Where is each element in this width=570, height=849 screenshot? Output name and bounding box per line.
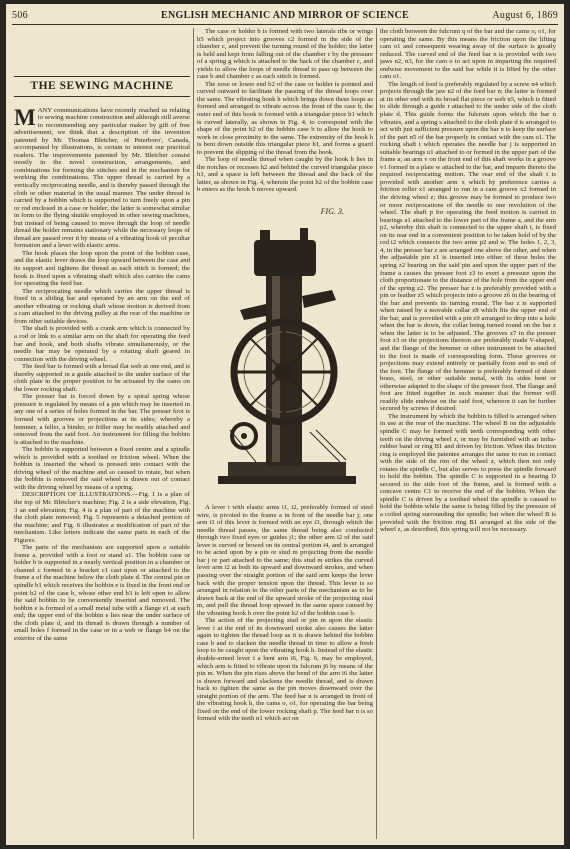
issue-date: August 6, 1869 [492,10,558,21]
article-paragraph: The loop of needle thread when caught by the hook h lies in the notches or recesses h2 and behind the curved triangular piece h1, and a space is left between the thread and the back of the latter, as shown in Fig. 4, wherein the point b2 of the bobbin case b enters as the hook h moves upward. [197,156,373,194]
article-title: THE SEWING MACHINE [14,76,190,97]
article-paragraph: MANY communications have recently reached us relating to sewing machine construction and although still averse to recommending any particular maker by gift of free advertisement, we think that a description of the invention patented by Mr. Thomas Bletcher, of Peterboro', Canada, accompanied by illustrations, is certain to interest our practical readers. The improvements patented by Mr. Bletcher consist mostly in the novel construction, arrangements, and combinations for forming the stitches and in the mechanism for working the combinations. The upper thread is carried by a vertically reciprocating needle, and is thereby passed through the cloth or other material in the usual manner. The under thread is carried by a bobbin which is supported to turn freely upon a pin or rod enclosed in a case or holder; the latter is somewhat similar in form to the flying shuttle employed in other sewing machines, but instead of being caused to move through the loop of needle thread the holder remains stationary while the necessary loops of thread are passed over it by means of a vibrating hook of peculiar formation and a lever with elastic arms. [14,104,190,250]
column-rule [193,28,194,839]
article-paragraph: The action of the projecting stud or pin m upon the elastic lever i at the end of its downward stroke also causes the latter again to tighten the thread loop as it is drawn behind the bobbin case b and to slacken the needle thread in time to allow a fresh loop to be caught upon the vibrating hook h. Instead of the elastic double-armed lever i a bent arm i6, Fig. 6, may be employed, which arm is fitted to vibrate upon its fulcrum j6 by means of the pin m. When the pin rises above the bend of the arm i6 the latter is drawn forward and slackens the needle thread, and is drawn back to tighten the same as the pin moves downward over the straight portion of the arm. The feed bar n is arranged in front of the vibrating hook h, the cams o, o1, for operating the bar being fixed on the end of the lower rocking shaft p. The feed bar n is so formed with the teeth n1 which act on [197,617,373,723]
article-paragraph: The nose or lower end b2 of the case or holder is pointed and curved outward to facilitate the passing of the thread loops over the same. The vibrating hook h which brings down these loops as formed and arranged to vibrate across the front of the case b; the outer end of this hook is formed with a triangular piece h1 which is curved laterally, as shown in Fig. 4, to correspond with the shape of the point b2 of the bobbin case b to allow the hook to work in close proximity to the same. The extremity of the hook h is bent down outside this triangular piece h1, and forms a guard to prevent the slipping of the thread from the hook. [197,80,373,156]
figure-label: FIG. 3. [320,207,344,217]
article-paragraph: The case or holder b is formed with two laterals ribs or wings b5 which project into grooves c2 formed in the side of the chamber c, and prevent the turning round of the holder; the latter is held and kept from falling out of the chamber c by the pressure of a spring g which is attached to the back of the chamber c, and yields to allow the loops of needle thread to pass up between the case b and chamber c as each stitch is formed. [197,28,373,81]
column-rule [376,28,377,839]
newspaper-page [6,4,564,845]
column-1 [14,28,190,839]
article-paragraph: A lever i with elastic arms i1, i2, preferably formed of steel wire, is pivoted to the frame a in front of the needle bar j; one arm i1 of this lever is formed with an eye i3, through which the needle thread passes, the same thread being also conducted through two fixed eyes or guides j1; the other arm i2 of the said lever is curved or bowed on its central portion i4, and is arranged to be acted upon by a pin or stud m projecting from the needle bar j or part attached to the same; this stud m strikes the curved lever arm i2 at both its upward and downward strokes, and when passing over the straight portion of the said arm keeps the lever back with the proper tension upon the thread. This lever is so arranged in relation to the other parts of the mechanism as to be drawn back at the end of the upward stroke of the projecting stud m, and pull the thread loop upward in the same space caused by the vibrating hook h over the point b2 of the bobbin case b. [197,504,373,617]
column-3 [380,28,556,839]
article-paragraph: The reciprocating needle which carries the upper thread is fixed in a sliding bar and operated by an arm on the end of another vibrating or rocking shaft whose motion is derived from a cam attached to the driving pulley at the rear of the machine or from other suitable devices. [14,287,190,325]
running-header [12,10,558,25]
page-number: 506 [12,10,28,21]
journal-title: ENGLISH MECHANIC AND MIRROR OF SCIENCE [161,10,409,21]
column-2 [197,28,373,839]
article-paragraph: The length of feed is preferably regulated by a screw n4 which projects through the jaw n2 of the feed bar n; the latter is formed at its other end with its broad flat piece or web n5, which is fitted to slide through a guide r attached to the under side of the cloth plate d. This guide forms the fulcrum upon which the bar n vibrates, and a spring s attached to the cloth plate d is arranged to act with just sufficient pressure upon the bar n to keep the surface of the part n5 of the bar properly in contact with the cam o1. The rocking shaft t which operates the needle bar j is supported in suitable bearings u1 attached to or formed in the upper part of the frame a; an arm v on the front end of this shaft works in a groove v1 formed in a plate w attached to the bar, and imparts thereto the required reciprocating motion. The rear end of the shaft t is provided with another arm x which by preference carries a friction roller x1 arranged to run in a cam groove x2 formed in the driving wheel z; this groove may be formed to produce two or more reciprocations of the needle to one revolution of the wheel. The shaft p for operating the feed motion is carried in bearings a1 attached to the lower part of the frame a, and the arm p2, whereby this shaft is connected to the upper shaft t, is fixed on its rear end in a convenient position to be taken hold of by the rod t2 which connects the two arms p2 and w. The holes 1, 2, 3, 4, in the presser bar z are arranged one above the other, and when the adjustable pin z1 is inserted into either of these holes the spring z2 bearing on the said pin and upon the upper part of the frame a causes the presser foot z3 to exert a pressure upon the cloth proportionate to the distance of the hole from the upper end of the spring z2. The presser bar z is preferably provided with a pin or feather z5 which projects into a groove z6 in the bearing of the bar and prevents its turning round. The bar z is supported when raised by a movable collar z8 which fits the upper end of the bar, and is provided with a pin z9 arranged to drop into a hole when the bar is down, the collar being turned round on the bar z when the latter is to be adjusted. The grooves z7 in the presser foot z3 or the projections thereon are preferably made V-shaped, and the flange of the hemmer or other instrument to be attached to the foot is made of corresponding form. These grooves or projections may extend entirely or partially from end to end of the foot. The flange of the hemmer is preferably formed of sheet brass, steel, or other suitable metal, with its sides bent or otherwise adapted to the shape of the presser foot. The flange and foot are fitted together in such manner that the former will readily slide endwise on the said foot, whereon it can be further secured by screws if desired. [380,80,556,413]
sewing-machine-engraving [200,200,370,500]
article-paragraph: The feed bar is formed with a broad flat web at one end, and is thereby supported in a guide attached to the under surface of the cloth plate in the proper position to be actuated by the cams on the lower rocking shaft. [14,363,190,393]
article-paragraph: DESCRIPTION OF ILLUSTRATIONS.—Fig. 1 is a plan of the top of Mr. Bletcher's machine; Fig. 2 is a side elevation, Fig. 3 an end elevation; Fig. 4 is a plan of part of the machine with the cloth plate removed; Fig. 5 represents a detached portion of the machine; and Fig. 6 illustrates a modification of part of the mechanism. Like letters indicate the same parts in each of the Figures. [14,491,190,544]
article-paragraph: The presser bar is forced down by a spiral spring whose pressure is regulated by means of a pin which may be inserted in any one of a series of holes formed in the bar. The presser foot is formed with grooves or projections at its sides; whereby a hemmer, a feller, a binder, or friller may be readily attached and removed from the said foot. An instrument for filling the bobbin is attached to the machine. [14,393,190,446]
drop-cap: M [14,104,36,130]
article-paragraph: The instrument by which the bobbin is filled is arranged when in use at the rear of the machine. The wheel B on the adjustable spindle C may be formed with teeth corresponding with other teeth on the driving wheel z, or may be furnished with an india-rubber band or ring B1 and driven by friction. When this friction ring is employed the patentee arranges the same to run in contact with the side of the rim of the wheel z, which then not only rotates the spindle C, but also serves to press the spindle forward to hold the bobbin. The spindle C is supported in a bearing D secured to the side foot of the frame, and is formed with a concave centre C1 to receive the end of the bobbin. When the spindle C is driven by a toothed wheel the spindle is caused to hold the bobbin while the same is being filled by the pressure of a coiled spring surrounding the spindle; but when the wheel B is provided with the friction ring B1 arranged at the side of the wheel z, as described, this spring will not be necessary. [380,412,556,534]
article-paragraph: The bobbin is supported between a fixed centre and a spindle which is provided with a toothed or friction wheel. When the bobbin is inserted the wheel is pressed into contact with the driving wheel of the machine and so caused to rotate, but when the bobbin is removed the said wheel is drawn out of contact with the driving wheel by means of a spring. [14,446,190,491]
machine-illustration [200,200,370,500]
article-paragraph: The hook places the loop upon the point of the bobbin case, and the elastic lever draws the loop upward between the case and its support and tightens the thread as each stitch is formed; the hook is fixed upon a vibrating shaft which also carries the cams for operating the feed bar. [14,249,190,288]
article-paragraph: The shaft is provided with a crank arm which is connected by a rod or link to a similar arm on the shaft for operating the feed bar and hook, and both shafts vibrate simultaneously, or the needle bar may be operated by a rotating shaft geared in connection with the driving wheel. [14,325,190,363]
article-paragraph: The parts of the mechanism are supported upon a suitable frame a, provided with a foot or stand a1. The bobbin case or holder b is supported in a nearly vertical position in a chamber or channel c formed in a bracket c1 cast upon or attached to the frame a of the machine below the cloth plate d. The central pin or spindle b1 which receives the bobbin e is fixed in the front end or point b2 of the case b, whose other end b3 is left open to allow the said bobbin to be conveniently inserted and removed. The bobbin e is formed of a small metal tube with a flange e1 at each end; the upper end of the bobbin e lies near the under surface of the cloth plate d, and its thread is drawn through a number of small holes f formed in the case or in a web or flange b4 on the exterior of the same [14,544,190,642]
article-paragraph: the cloth between the fulcrum q of the bar and the cams o, o1, for operating the same. By this means the friction upon the lifting cam o1 and consequent wearing away of the surface is greatly reduced. The curved end of the feed bar n is provided with two jaws n2, n3, for the cam o to act upon in imparting the required endwise movement to the said bar while it is lifted by the other cam o1. [380,28,556,81]
